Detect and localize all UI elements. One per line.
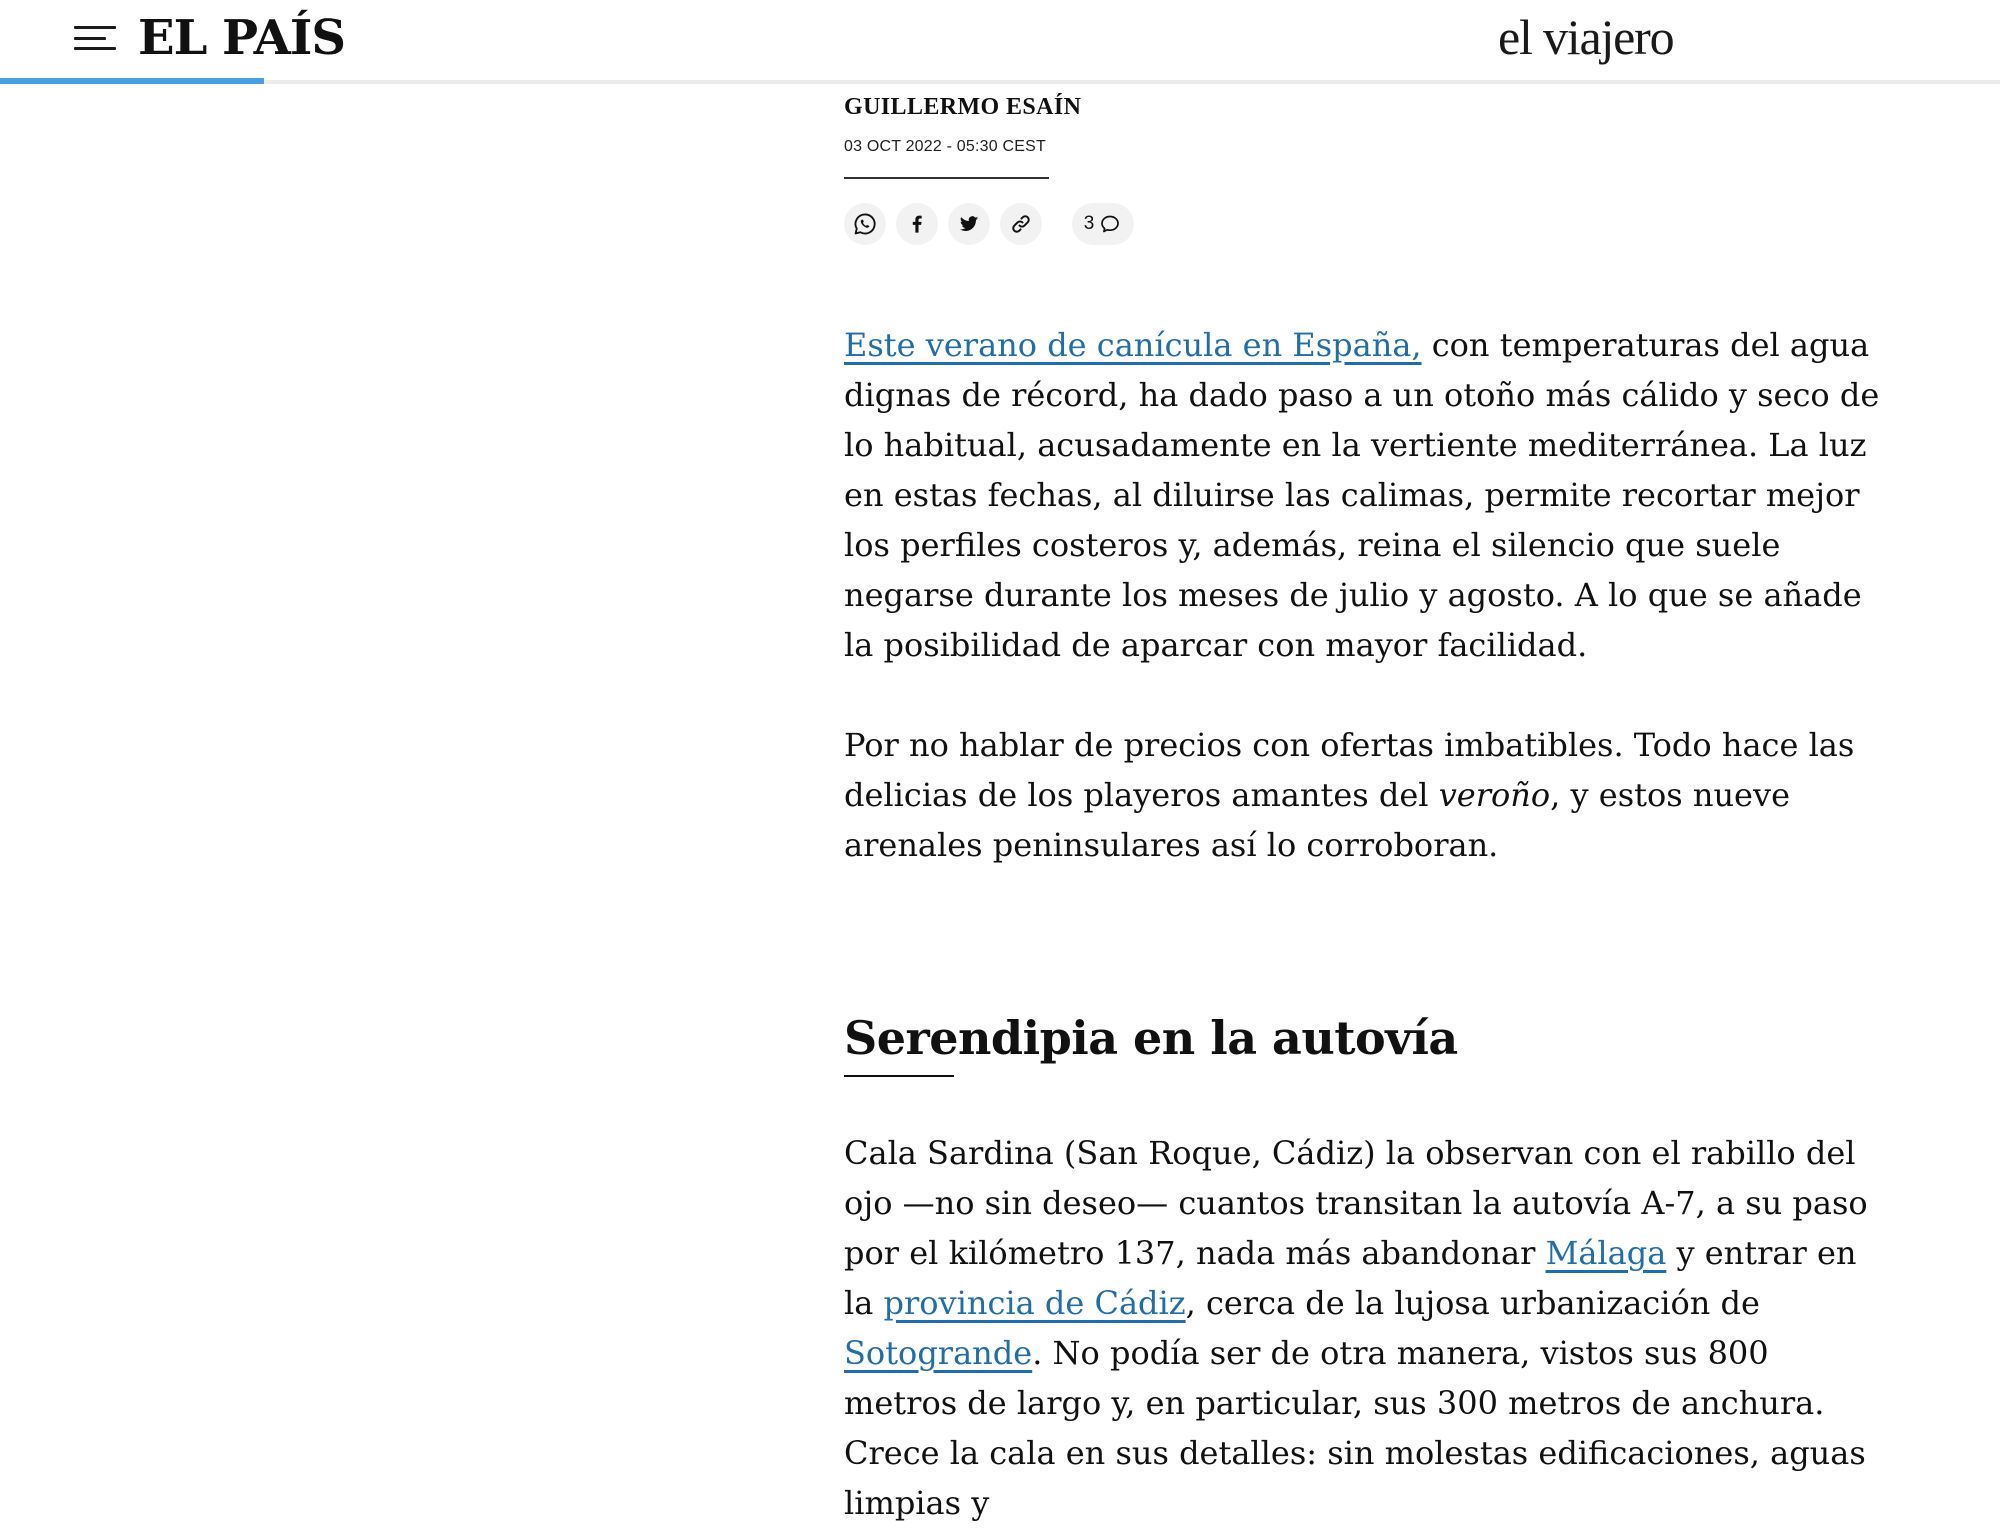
menu-icon-bar bbox=[74, 26, 116, 29]
paragraph-text: con temperaturas del agua dignas de récord, ha dado paso a un otoño más cálido y seco de lo habitual, acusadamente en la vertiente mediterránea. La luz en estas fechas, al diluirse las calimas, permite recortar mejor los perfiles costeros y, además, reina el silencio que suele negarse durante los meses de julio y agosto. A lo que se añade la posibilidad de aparcar con mayor facilidad. bbox=[844, 326, 1880, 664]
paragraph-text: Cala Sardina (San Roque, Cádiz) la observan con el rabillo del ojo —no sin deseo— cuantos transitan la autovía A-7, a su paso por el kilómetro 137, nada más abandonar bbox=[844, 1134, 1868, 1272]
menu-icon[interactable] bbox=[74, 26, 116, 50]
comment-count: 3 bbox=[1083, 213, 1095, 234]
byline-divider bbox=[844, 177, 1049, 179]
paragraph-text: Por no hablar de precios con ofertas imbatibles. Todo hace las delicias de los playeros amantes del bbox=[844, 726, 1855, 814]
section-logo[interactable]: el viajero bbox=[1498, 9, 1674, 65]
italic-term: veroño bbox=[1438, 776, 1551, 814]
paragraph bbox=[844, 1128, 1884, 1528]
article-body-continued bbox=[844, 1128, 1884, 1522]
author-name[interactable]: GUILLERMO ESAÍN bbox=[844, 94, 1082, 120]
article-body bbox=[844, 320, 1884, 870]
menu-icon-bar bbox=[74, 37, 106, 40]
publish-date: 03 OCT 2022 - 05:30 CEST bbox=[844, 138, 1046, 155]
menu-icon-bar bbox=[74, 47, 116, 50]
copy-link-button[interactable] bbox=[1000, 203, 1042, 245]
link-sotogrande[interactable]: Sotogrande bbox=[844, 1334, 1033, 1372]
inline-link[interactable]: Este verano de canícula en España, bbox=[844, 326, 1422, 364]
link-malaga[interactable]: Málaga bbox=[1545, 1234, 1667, 1272]
facebook-icon bbox=[904, 211, 930, 237]
section-heading: Serendipia en la autovía bbox=[844, 1011, 1458, 1065]
heading-underline bbox=[844, 1075, 954, 1077]
link-provincia-cadiz[interactable]: provincia de Cádiz bbox=[883, 1284, 1186, 1322]
paragraph bbox=[844, 720, 1884, 870]
share-facebook-button[interactable] bbox=[896, 203, 938, 245]
share-whatsapp-button[interactable] bbox=[844, 203, 886, 245]
paragraph-text: , y estos nueve arenales peninsulares así lo corroboran. bbox=[844, 776, 1790, 864]
site-logo[interactable]: EL PAÍS bbox=[138, 10, 346, 66]
twitter-icon bbox=[956, 211, 982, 237]
comments-button[interactable] bbox=[1072, 203, 1134, 245]
paragraph-text: , cerca de la lujosa urbanización de bbox=[1185, 1284, 1760, 1322]
paragraph bbox=[844, 320, 1884, 670]
comment-bubble-icon bbox=[1098, 212, 1122, 236]
share-twitter-button[interactable] bbox=[948, 203, 990, 245]
link-icon bbox=[1008, 211, 1034, 237]
paragraph-text: . No podía ser de otra manera, vistos sus 800 metros de largo y, en particular, sus 300 metros de anchura. Crece la cala en sus detalles: sin molestas edificaciones, aguas limpias y bbox=[844, 1334, 1866, 1522]
reading-progress-bar bbox=[0, 78, 264, 84]
whatsapp-icon bbox=[852, 211, 878, 237]
site-header bbox=[0, 0, 2000, 84]
paragraph-text: y entrar en la bbox=[844, 1234, 1857, 1322]
